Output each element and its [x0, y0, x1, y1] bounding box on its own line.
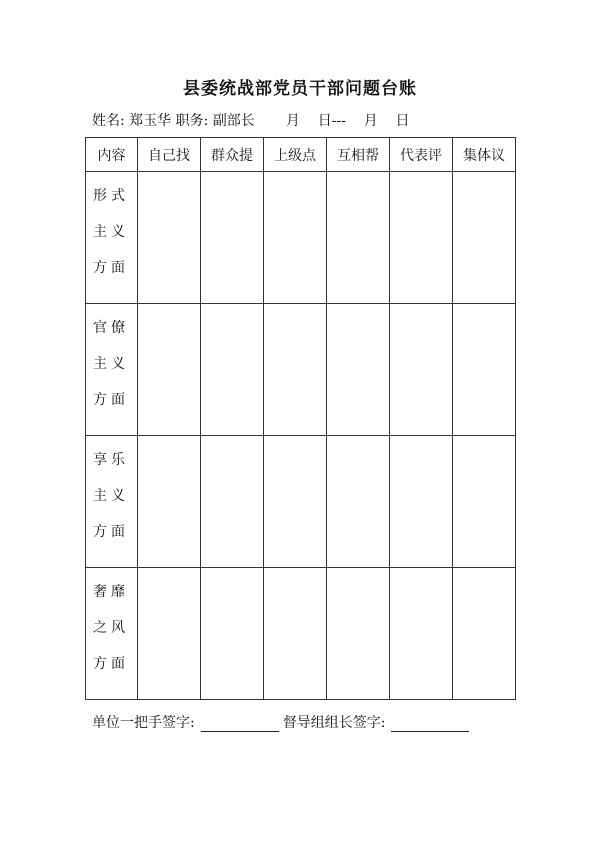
table-row — [86, 436, 516, 568]
table-cell — [201, 304, 264, 436]
table-cell — [138, 568, 201, 700]
header-collective-discussion: 集体议 — [453, 138, 516, 172]
table-cell — [264, 304, 327, 436]
table-cell — [327, 304, 390, 436]
unit-sign-line[interactable] — [201, 715, 279, 732]
table-cell — [390, 436, 453, 568]
table-cell — [138, 172, 201, 304]
table-cell — [453, 172, 516, 304]
table-cell — [390, 172, 453, 304]
table-cell — [201, 568, 264, 700]
supervisor-sign-label: 督导组组长签字: — [282, 715, 386, 731]
table-row — [86, 304, 516, 436]
header-superior-pointed: 上级点 — [264, 138, 327, 172]
table-cell — [201, 436, 264, 568]
supervisor-sign-line[interactable] — [391, 715, 469, 732]
header-self-found: 自己找 — [138, 138, 201, 172]
table-cell — [327, 568, 390, 700]
header-representative-review: 代表评 — [390, 138, 453, 172]
table-row — [86, 172, 516, 304]
signature-footer — [92, 712, 473, 732]
table-cell — [327, 436, 390, 568]
table-header-row — [86, 138, 516, 172]
row-label-bureaucratism: 官僚主义方面 — [86, 304, 138, 436]
header-mutual-help: 互相帮 — [327, 138, 390, 172]
table-cell — [453, 304, 516, 436]
header-public-raised: 群众提 — [201, 138, 264, 172]
table-cell — [138, 304, 201, 436]
unit-sign-label: 单位一把手签字: — [92, 715, 195, 731]
document-title: 县委统战部党员干部问题台账 — [183, 79, 417, 99]
table-cell — [390, 568, 453, 700]
table-cell — [264, 172, 327, 304]
row-label-extravagance: 奢靡之风方面 — [86, 568, 138, 700]
issue-ledger-table — [85, 137, 516, 700]
table-cell — [327, 172, 390, 304]
table-cell — [390, 304, 453, 436]
table-row — [86, 568, 516, 700]
table-cell — [138, 436, 201, 568]
table-cell — [264, 568, 327, 700]
row-label-formalism: 形式主义方面 — [86, 172, 138, 304]
table-cell — [264, 436, 327, 568]
table-cell — [453, 568, 516, 700]
table-cell — [453, 436, 516, 568]
header-content: 内容 — [86, 138, 138, 172]
table-cell — [201, 172, 264, 304]
info-line: 姓名: 郑玉华 职务: 副部长 月 日--- 月 日 — [92, 113, 410, 129]
row-label-hedonism: 享乐主义方面 — [86, 436, 138, 568]
